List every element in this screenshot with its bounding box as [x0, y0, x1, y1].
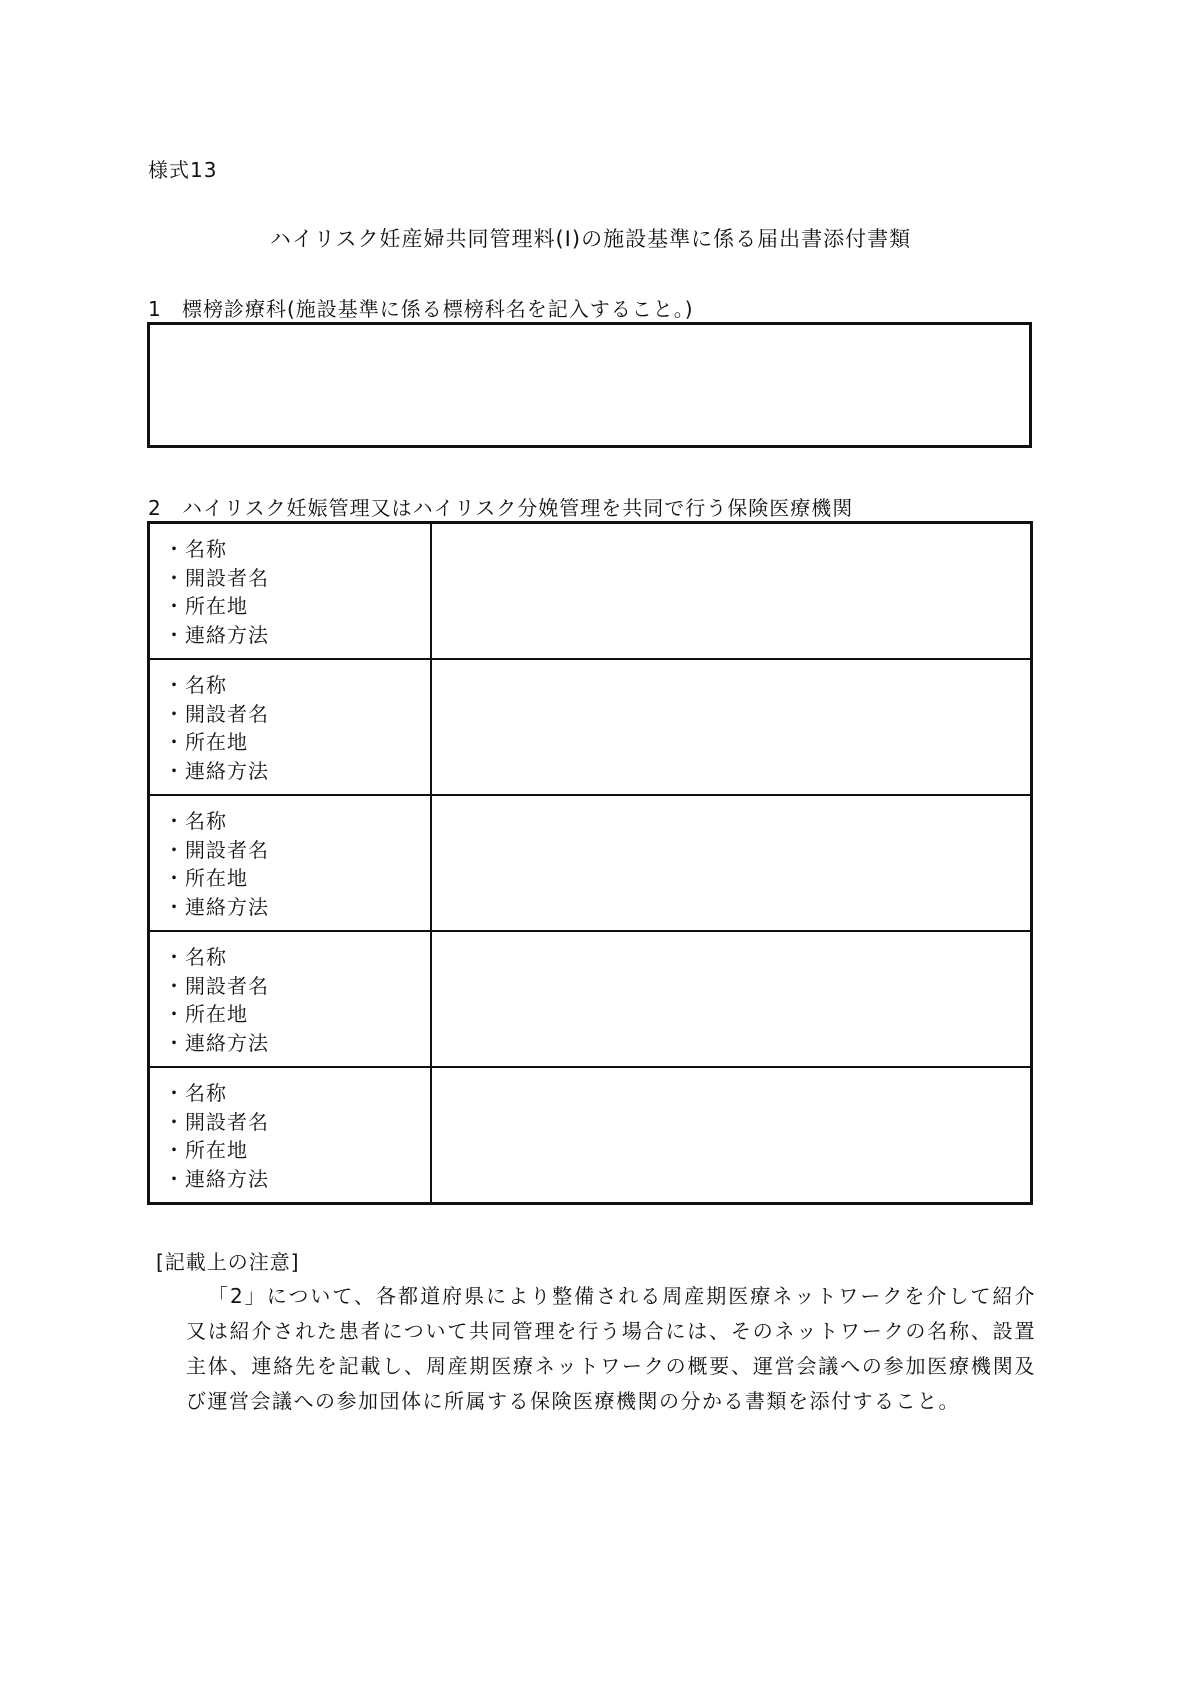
document-title: ハイリスク妊産婦共同管理料(Ⅰ)の施設基準に係る届出書添付書類 [269, 227, 912, 251]
contact-method-label: ・連絡方法 [164, 1030, 269, 1055]
notes-heading: [記載上の注意] [156, 1250, 300, 1274]
institution-row [150, 524, 1030, 660]
section2-number: 2 [148, 496, 162, 520]
name-label: ・名称 [164, 945, 227, 969]
founder-name-label: ・開設者名 [164, 1109, 269, 1134]
section2-heading [148, 492, 853, 521]
institution-label-cell [150, 1068, 432, 1202]
name-label: ・名称 [164, 1081, 227, 1105]
address-label: ・所在地 [164, 1138, 248, 1162]
institution-row [150, 660, 1030, 796]
institution-value-cell[interactable] [432, 796, 1030, 930]
institution-value-cell[interactable] [432, 1068, 1030, 1202]
form-number: 様式13 [148, 158, 218, 182]
institution-label-cell [150, 660, 432, 794]
section1-heading-text: 標榜診療科(施設基準に係る標榜科名を記入すること。) [182, 297, 694, 321]
institution-row [150, 1068, 1030, 1202]
specialty-input-box[interactable] [147, 322, 1032, 448]
institution-label-cell [150, 524, 432, 658]
institution-row [150, 796, 1030, 932]
section1-heading [148, 293, 694, 322]
contact-method-label: ・連絡方法 [164, 894, 269, 919]
contact-method-label: ・連絡方法 [164, 758, 269, 783]
address-label: ・所在地 [164, 1002, 248, 1026]
name-label: ・名称 [164, 537, 227, 561]
founder-name-label: ・開設者名 [164, 837, 269, 862]
institution-label-cell [150, 796, 432, 930]
address-label: ・所在地 [164, 730, 248, 754]
institution-label-cell [150, 932, 432, 1066]
name-label: ・名称 [164, 673, 227, 697]
founder-name-label: ・開設者名 [164, 701, 269, 726]
institution-row [150, 932, 1030, 1068]
contact-method-label: ・連絡方法 [164, 1166, 269, 1191]
section1-number: 1 [148, 297, 162, 321]
institution-value-cell[interactable] [432, 932, 1030, 1066]
institution-value-cell[interactable] [432, 660, 1030, 794]
founder-name-label: ・開設者名 [164, 973, 269, 998]
name-label: ・名称 [164, 809, 227, 833]
institutions-table [147, 521, 1033, 1205]
founder-name-label: ・開設者名 [164, 565, 269, 590]
contact-method-label: ・連絡方法 [164, 622, 269, 647]
institution-value-cell[interactable] [432, 524, 1030, 658]
notes-body: 「2」について、各都道府県により整備される周産期医療ネットワークを介して紹介又は紹介された患者について共同管理を行う場合には、そのネットワークの名称、設置主体、連絡先を記載し、周産期医療ネットワークの概要、運営会議への参加医療機関及び運営会議への参加団体に所属する保険医療機関の分かる書類を添付すること。 [186, 1284, 1036, 1413]
section2-heading-text: ハイリスク妊娠管理又はハイリスク分娩管理を共同で行う保険医療機関 [182, 496, 854, 520]
address-label: ・所在地 [164, 594, 248, 618]
address-label: ・所在地 [164, 866, 248, 890]
